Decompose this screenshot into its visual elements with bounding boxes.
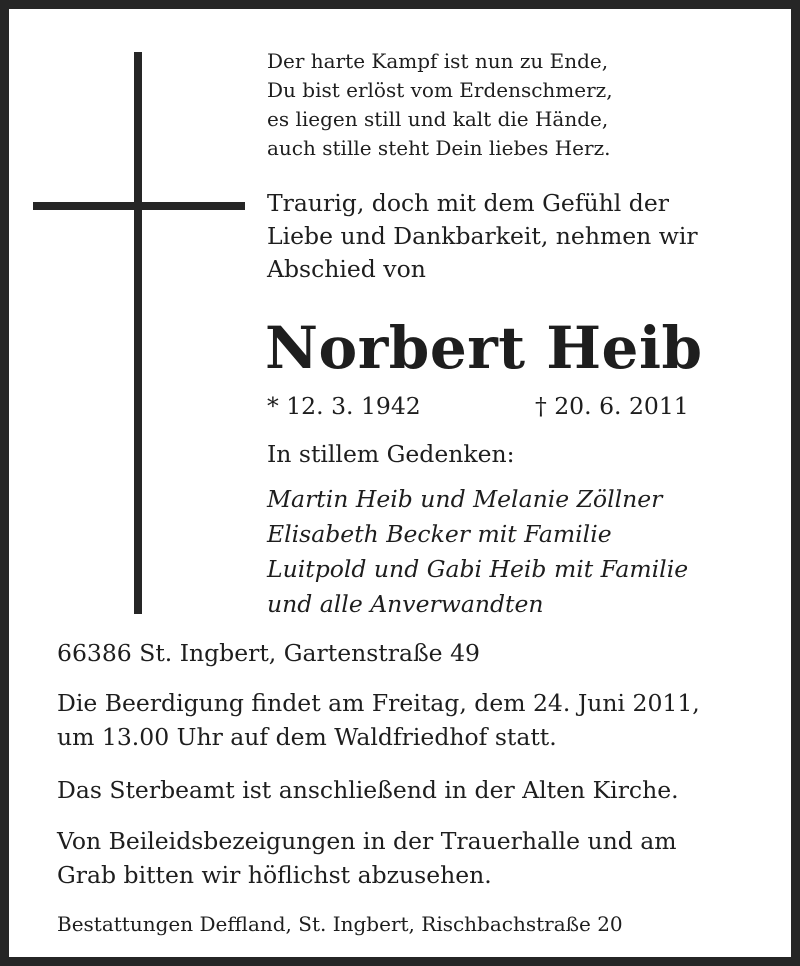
funeral-line: um 13.00 Uhr auf dem Waldfriedhof statt. — [57, 723, 557, 751]
deceased-name: Norbert Heib — [265, 314, 703, 382]
memorial-heading: In stillem Gedenken: — [267, 440, 515, 468]
condolence-line: Grab bitten wir höflichst abzusehen. — [57, 861, 492, 889]
funeral-details — [57, 686, 700, 754]
funeral-line: Die Beerdigung findet am Freitag, dem 24. Juni 2011, — [57, 689, 700, 717]
condolence-line: Von Beileidsbezeigungen in der Trauerhalle und am — [57, 827, 677, 855]
mourner-entry: Elisabeth Becker mit Familie — [267, 520, 612, 548]
mourner-entry: Martin Heib und Melanie Zöllner — [267, 485, 663, 513]
mourner-entry: und alle Anverwandten — [267, 590, 544, 618]
condolence-request — [57, 824, 677, 892]
undertaker-credit: Bestattungen Deffland, St. Ingbert, Rischbachstraße 20 — [57, 912, 623, 936]
intro-line: Traurig, doch mit dem Gefühl der — [267, 189, 669, 217]
intro-line: Abschied von — [267, 255, 426, 283]
birth-date: * 12. 3. 1942 — [267, 392, 421, 420]
mourner-entry: Luitpold und Gabi Heib mit Familie — [267, 555, 689, 583]
family-address: 66386 St. Ingbert, Gartenstraße 49 — [57, 639, 480, 667]
poem-line: es liegen still und kalt die Hände, — [267, 107, 609, 131]
death-date: † 20. 6. 2011 — [535, 392, 689, 420]
poem-line: Du bist erlöst vom Erdenschmerz, — [267, 78, 613, 102]
cross-vertical-bar — [134, 52, 142, 614]
intro-line: Liebe und Dankbarkeit, nehmen wir — [267, 222, 698, 250]
farewell-intro — [267, 187, 698, 286]
cross-horizontal-bar — [33, 202, 245, 210]
mourners-list — [267, 482, 688, 622]
poem-line: Der harte Kampf ist nun zu Ende, — [267, 49, 609, 73]
requiem-notice: Das Sterbeamt ist anschließend in der Alten Kirche. — [57, 776, 679, 804]
poem-line: auch stille steht Dein liebes Herz. — [267, 136, 611, 160]
memorial-poem — [267, 47, 613, 163]
